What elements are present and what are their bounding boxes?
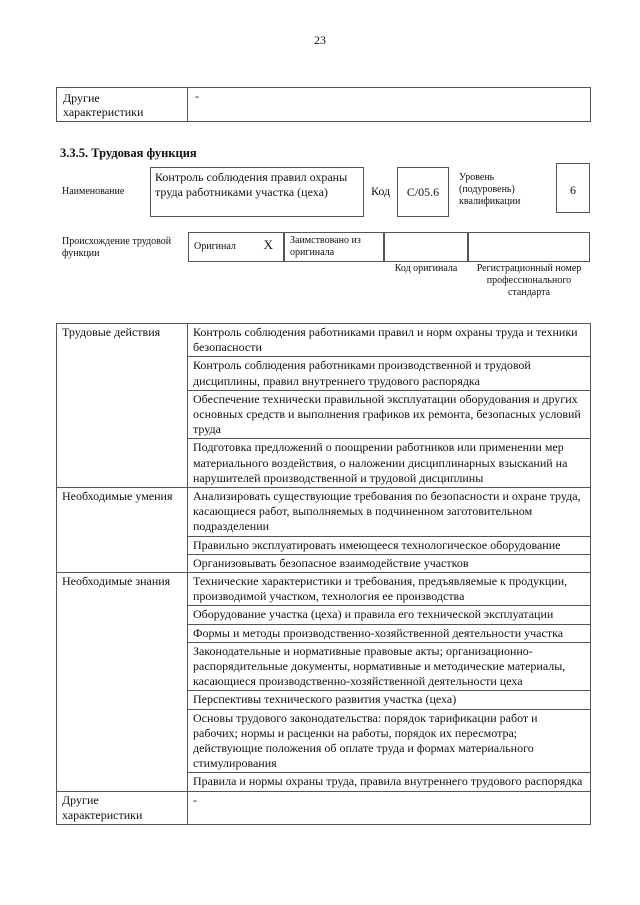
knowledge-item: Формы и методы производственно-хозяйственной деятельности участка — [188, 624, 591, 642]
borrowed-label: Заимствовано из оригинала — [290, 235, 361, 258]
labor-action-item: Обеспечение технически правильной эксплуатации оборудования и других основных средств и выполнения графиков их ремонта, безопасных условий труда — [188, 390, 591, 439]
labor-action-item: Контроль соблюдения работниками производственной и трудовой дисциплины, правил внутреннего трудового распорядка — [188, 357, 591, 390]
knowledge-item: Правила и нормы охраны труда, правила внутреннего трудового распорядка — [188, 773, 591, 791]
origin-label: Происхождение трудовой функции — [62, 236, 172, 259]
knowledge-item: Перспективы технического развития участка (цеха) — [188, 691, 591, 709]
knowledge-item: Законодательные и нормативные правовые акты; организационно-распорядительные документы, нормативные и методические материалы, касающиеся производственно-хозяйственной деятельности цеха — [188, 642, 591, 691]
other-characteristics-label: Другие характеристики — [63, 91, 144, 119]
code-original-caption: Код оригинала — [394, 263, 458, 274]
section-title: 3.3.5. Трудовая функция — [60, 146, 197, 160]
borrowed-cell — [284, 232, 384, 262]
original-label: Оригинал — [194, 241, 236, 252]
skill-item: Организовывать безопасное взаимодействие участков — [188, 554, 591, 572]
other-characteristics-value: - — [188, 791, 591, 824]
other-characteristics-label: Другие характеристики — [57, 791, 188, 824]
qualification-level-label: Уровень (подуровень) квалификации — [459, 172, 521, 207]
knowledge-label: Необходимые знания — [57, 573, 188, 792]
original-mark: Х — [263, 237, 273, 252]
code-label: Код — [371, 184, 391, 198]
registration-number-caption: Регистрационный номер профессионального стандарта — [476, 263, 582, 298]
code-value: С/05.6 — [397, 167, 449, 217]
knowledge-item: Оборудование участка (цеха) и правила его технической эксплуатации — [188, 606, 591, 624]
labor-actions-label: Трудовые действия — [57, 324, 188, 488]
skills-label: Необходимые умения — [57, 488, 188, 573]
original-cell — [188, 232, 284, 262]
knowledge-item: Основы трудового законодательства: порядок тарификации работ и рабочих; нормы и расценки на работы, порядок их пересмотра; действующие положения об оплате труда и формах материального стимулирования — [188, 709, 591, 773]
cell-divider — [187, 88, 188, 121]
function-details-table — [56, 323, 591, 825]
other-characteristics-value: - — [195, 89, 199, 103]
labor-action-item: Контроль соблюдения работниками правил и норм охраны труда и техники безопасности — [188, 324, 591, 357]
labor-action-item: Подготовка предложений о поощрении работников или применении мер материального воздействия, о наложении дисциплинарных взысканий на нарушителей производственной и трудовой дисциплины — [188, 439, 591, 488]
qualification-level-value: 6 — [556, 163, 590, 213]
code-original-cell — [384, 232, 468, 262]
function-name-value: Контроль соблюдения правил охраны труда работниками участка (цеха) — [150, 167, 364, 217]
knowledge-item: Технические характеристики и требования, предъявляемые к продукции, производимой участком, технология ее производства — [188, 573, 591, 606]
name-label: Наименование — [62, 186, 125, 197]
page-number: 23 — [314, 33, 326, 47]
registration-number-cell — [468, 232, 590, 262]
other-characteristics-top-row — [56, 87, 591, 122]
skill-item: Правильно эксплуатировать имеющееся технологическое оборудование — [188, 536, 591, 554]
skill-item: Анализировать существующие требования по безопасности и охране труда, касающиеся работ, выполняемых в подчиненном заготовительном подразделении — [188, 488, 591, 537]
